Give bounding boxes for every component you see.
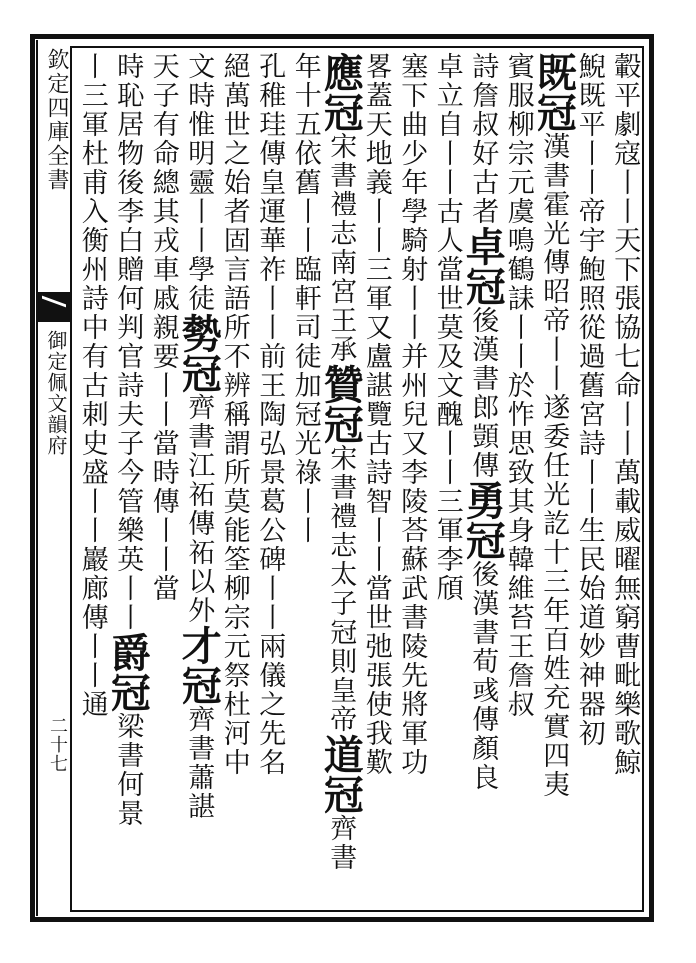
entry-text: 鯢既平丨丨帝宇鮑照從過舊宮詩丨丨生民始道妙神器初: [573, 52, 605, 748]
headword: 既冠: [530, 52, 578, 132]
headword: 勇冠: [459, 480, 507, 560]
headword: 才冠: [175, 625, 223, 705]
text-column: [459, 52, 507, 908]
entry-text: 卓立自丨丨古人當世莫及文醜丨丨三軍李頎: [431, 52, 463, 603]
entry-text: 漢書霍光傳昭帝丨丨遂委任光訖十三年百姓充實四夷: [538, 132, 570, 799]
book-title: 御定佩文韻府: [44, 330, 68, 456]
entry-text: 齊書江祏傳祏以外: [183, 393, 215, 625]
headword: 卓冠: [459, 226, 507, 306]
entry-text: 齊書蕭諶: [183, 705, 215, 821]
headword: 應冠: [317, 52, 365, 132]
text-column: [391, 52, 431, 908]
entry-text: 天子有命總其戎車戚親要丨丨當時傳丨丨當: [147, 52, 179, 603]
entry-text: 後漢書荀彧傳顏良: [467, 560, 499, 792]
text-column: [214, 52, 254, 908]
entry-text: 後漢書郎顗傳: [467, 306, 499, 480]
margin-header: 欽定四庫全書: [44, 48, 69, 192]
fish-tail-mark: [38, 292, 70, 322]
text-column: [285, 52, 325, 908]
headword: 爵冠: [104, 632, 152, 712]
entry-text: 宋書禮志南宮王承: [325, 132, 357, 364]
text-column: [530, 52, 578, 908]
headword: 贊冠: [317, 364, 365, 444]
entry-text: 賓服柳宗元虞鳴鶴誄丨丨於怍思致其身韓維苔王詹叔: [502, 52, 534, 719]
text-column: [569, 52, 609, 908]
text-column: [175, 52, 223, 908]
entry-text: 齊書: [325, 814, 357, 872]
text-column: [143, 52, 183, 908]
entry-text: 文時惟明靈丨丨學徒: [183, 52, 215, 313]
entry-text: 轂平劇寇丨丨天下張協七命丨丨萬載威曜無窮曹毗樂歌鯨: [609, 52, 641, 777]
text-columns: [74, 52, 642, 908]
text-column: [104, 52, 152, 908]
entry-text: 詩詹叔好古者: [467, 52, 499, 226]
entry-text: 時恥居物後李白贈何判官詩夫子今管樂英丨丨: [112, 52, 144, 632]
text-column: [317, 52, 365, 908]
entry-text: 年十五依舊丨丨臨軒司徒加冠光祿丨丨: [289, 52, 321, 545]
text-column: [72, 52, 112, 908]
entry-text: 梁書何景: [112, 712, 144, 828]
text-column: [249, 52, 289, 908]
entry-text: 塞下曲少年學騎射丨丨并州兒又李陵荅蘇武書陵先將軍功: [396, 52, 428, 777]
entry-text: 丨三軍杜甫入衡州詩中有古刺史盛丨丨巖廊傳丨丨通: [76, 52, 108, 719]
entry-text: 絕萬世之始者固言語所不辨稱謂所莫能筌柳宗元祭杜河中: [218, 52, 250, 777]
entry-text: 畧蓋天地義丨丨三軍又盧諶覽古詩智丨丨當世弛張使我歎: [360, 52, 392, 777]
text-column: [427, 52, 467, 908]
text-column: [604, 52, 644, 908]
entry-text: 孔稚珪傳皇運華祚丨丨前王陶弘景葛公碑丨丨兩儀之先名: [254, 52, 286, 777]
entry-text: 宋書禮志太子冠則皇帝: [325, 444, 357, 734]
headword: 道冠: [317, 734, 365, 814]
headword: 勢冠: [175, 313, 223, 393]
page-number: 二十七: [47, 716, 68, 773]
